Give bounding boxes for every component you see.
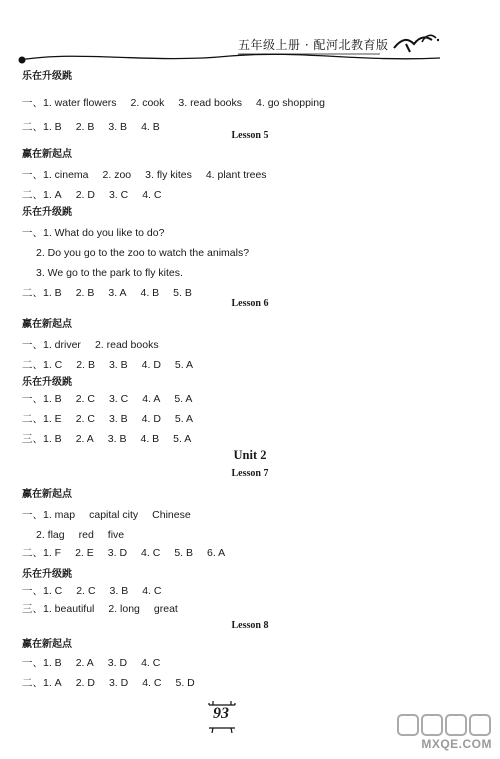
answer-item: 5. A bbox=[174, 413, 194, 425]
lesson-title: Lesson 7 bbox=[231, 468, 269, 479]
answer-item: 3. B bbox=[108, 413, 128, 425]
answer-item: 6. A bbox=[207, 547, 226, 559]
answer-item: 4. C bbox=[142, 585, 162, 597]
answer-item: 二、1. A bbox=[22, 189, 62, 201]
answer-item: Chinese bbox=[152, 509, 191, 521]
answer-line bbox=[22, 602, 178, 616]
answer-item: 5. A bbox=[174, 393, 193, 405]
answer-line bbox=[36, 528, 124, 542]
answer-line bbox=[22, 226, 164, 240]
answer-item: 2. C bbox=[75, 393, 95, 405]
answer-item: 5. B bbox=[174, 547, 193, 559]
answer-item: capital city bbox=[89, 509, 139, 521]
answer-item: 2. Do you go to the zoo to watch the animals? bbox=[36, 247, 250, 259]
answer-item: 3. B bbox=[107, 433, 127, 445]
answer-item: 2. D bbox=[75, 677, 95, 689]
answer-line bbox=[22, 432, 191, 446]
answer-line bbox=[22, 96, 325, 110]
answer-item: 2. cook bbox=[130, 97, 165, 109]
answer-line bbox=[22, 656, 160, 670]
answer-item: 3. C bbox=[108, 393, 129, 405]
answer-line bbox=[22, 168, 267, 182]
birds-icon bbox=[392, 30, 442, 60]
answer-item: 4. B bbox=[140, 433, 160, 445]
answer-item: 5. A bbox=[174, 359, 194, 371]
answer-item: 2. zoo bbox=[102, 169, 132, 181]
lesson-title: Lesson 5 bbox=[231, 130, 269, 141]
answer-item: 三、1. beautiful bbox=[22, 603, 95, 615]
answer-item: 4. B bbox=[140, 287, 160, 299]
answer-line bbox=[22, 188, 161, 202]
answer-item: 二、1. B bbox=[22, 121, 62, 133]
section-heading: 赢在新起点 bbox=[22, 149, 72, 160]
answer-line bbox=[36, 246, 249, 260]
answer-item: 4. C bbox=[141, 547, 161, 559]
section-heading: 赢在新起点 bbox=[22, 489, 72, 500]
answer-item: 2. D bbox=[75, 189, 95, 201]
watermark bbox=[396, 711, 492, 751]
answer-item: 5. D bbox=[175, 677, 195, 689]
answer-item: 2. long bbox=[108, 603, 140, 615]
section-heading: 乐在升级跳 bbox=[22, 377, 72, 388]
answer-item: 5. B bbox=[173, 287, 192, 299]
answer-item: 一、1. map bbox=[22, 509, 76, 521]
answer-item: 2. B bbox=[76, 359, 95, 371]
section-heading: 乐在升级跳 bbox=[22, 71, 72, 82]
answer-line bbox=[22, 358, 193, 372]
answer-item: 二、1. A bbox=[22, 677, 62, 689]
answer-item: 3. B bbox=[108, 359, 128, 371]
answer-item: 3. D bbox=[108, 677, 129, 689]
answer-item: 3. fly kites bbox=[145, 169, 192, 181]
answer-item: 一、1. B bbox=[22, 393, 62, 405]
answer-item: 一、1. cinema bbox=[22, 169, 89, 181]
answer-item: 4. plant trees bbox=[205, 169, 267, 181]
answer-item: 4. B bbox=[141, 121, 160, 133]
answer-item: five bbox=[107, 529, 125, 541]
answer-item: 2. A bbox=[75, 433, 94, 445]
answer-item: 二、1. F bbox=[22, 547, 62, 559]
answer-item: 二、1. E bbox=[22, 413, 62, 425]
answer-line bbox=[36, 266, 183, 280]
answer-item: 4. go shopping bbox=[256, 97, 325, 109]
answer-item: 4. C bbox=[142, 189, 162, 201]
answer-item: 二、1. C bbox=[22, 359, 63, 371]
answer-item: 2. read books bbox=[94, 339, 159, 351]
watermark-text: MXQE.COM bbox=[421, 737, 492, 751]
section-heading: 乐在升级跳 bbox=[22, 207, 72, 218]
answer-line bbox=[22, 338, 159, 352]
lesson-title: Lesson 6 bbox=[231, 298, 269, 309]
page-number: 93 bbox=[213, 705, 229, 722]
answer-line bbox=[22, 412, 193, 426]
answer-item: 3. A bbox=[108, 287, 127, 299]
watermark-logo-icon bbox=[396, 711, 492, 739]
answer-item: 4. D bbox=[141, 413, 161, 425]
answer-item: 4. D bbox=[141, 359, 161, 371]
answer-item: 2. E bbox=[75, 547, 94, 559]
header-title: 五年级上册 · 配河北教育版 bbox=[238, 38, 389, 52]
answer-item: 3. read books bbox=[178, 97, 243, 109]
lesson-title: Lesson 8 bbox=[231, 620, 269, 631]
answer-item: 三、1. B bbox=[22, 433, 62, 445]
answer-item: 一、1. water flowers bbox=[22, 97, 117, 109]
answer-item: 5. A bbox=[173, 433, 192, 445]
unit-title: Unit 2 bbox=[233, 448, 267, 462]
answer-line bbox=[22, 584, 161, 598]
section-heading: 乐在升级跳 bbox=[22, 569, 72, 580]
answer-item: 一、1. B bbox=[22, 657, 62, 669]
answer-item: 一、1. C bbox=[22, 585, 63, 597]
answer-line bbox=[22, 392, 192, 406]
answer-line bbox=[22, 546, 225, 560]
answer-line bbox=[22, 676, 195, 690]
answer-item: 3. D bbox=[107, 657, 128, 669]
answer-item: 3. We go to the park to fly kites. bbox=[36, 267, 183, 279]
section-heading: 赢在新起点 bbox=[22, 639, 72, 650]
answer-item: 2. C bbox=[76, 585, 96, 597]
page-header bbox=[0, 0, 500, 80]
answer-item: 二、1. B bbox=[22, 287, 62, 299]
page-number-badge bbox=[205, 695, 245, 735]
answer-item: 2. C bbox=[75, 413, 95, 425]
answer-item: 一、1. driver bbox=[22, 339, 81, 351]
answer-item: 2. A bbox=[75, 657, 94, 669]
answer-item: 3. D bbox=[107, 547, 128, 559]
section-heading: 赢在新起点 bbox=[22, 319, 72, 330]
answer-item: red bbox=[78, 529, 94, 541]
answer-item: 3. C bbox=[108, 189, 129, 201]
answer-item: 2. B bbox=[75, 121, 95, 133]
answer-item: 2. B bbox=[75, 287, 95, 299]
answer-item: 4. A bbox=[142, 393, 161, 405]
answer-item: 4. C bbox=[142, 677, 162, 689]
answer-item: 3. B bbox=[108, 121, 128, 133]
answer-item: 2. flag bbox=[36, 529, 65, 541]
answer-item: 一、1. What do you like to do? bbox=[22, 227, 165, 239]
answer-item: great bbox=[153, 603, 178, 615]
answer-line bbox=[22, 508, 191, 522]
answer-item: 4. C bbox=[141, 657, 161, 669]
answer-item: 3. B bbox=[109, 585, 129, 597]
